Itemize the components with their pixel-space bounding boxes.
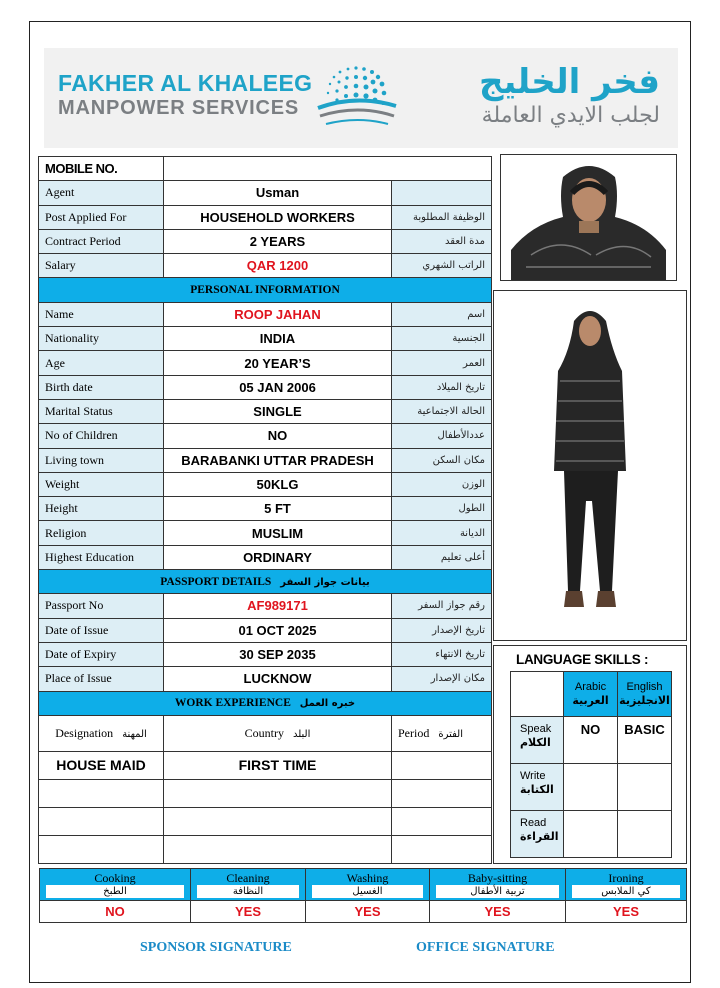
field-label-ar: اسم xyxy=(392,302,492,326)
skill-name-ar: الطبخ xyxy=(46,885,184,898)
field-label: Highest Education xyxy=(39,545,164,569)
field-label: No of Children xyxy=(39,424,164,448)
read-label xyxy=(511,811,564,858)
period-header-ar: الفترة xyxy=(438,728,464,740)
field-value: 30 SEP 2035 xyxy=(164,642,392,666)
country-cell xyxy=(164,807,392,835)
field-value: 50KLG xyxy=(164,472,392,496)
arabic-column-header xyxy=(564,672,618,717)
skill-value-washing: YES xyxy=(306,901,430,923)
designation-column-header xyxy=(39,715,164,751)
skill-header-baby-sitting xyxy=(430,869,566,901)
personal-row xyxy=(39,497,492,521)
skill-name-en: Washing xyxy=(346,871,389,885)
period-cell xyxy=(392,807,492,835)
field-label-ar: أعلى تعليم xyxy=(392,545,492,569)
language-skills-table xyxy=(510,671,672,858)
sponsor-signature-label: SPONSOR SIGNATURE xyxy=(140,940,292,955)
globe-logo-icon xyxy=(312,58,400,138)
field-value: HOUSEHOLD WORKERS xyxy=(164,205,392,229)
field-label: Date of Issue xyxy=(39,618,164,642)
field-value: BARABANKI UTTAR PRADESH xyxy=(164,448,392,472)
work-heading-row xyxy=(39,691,492,715)
field-value: MUSLIM xyxy=(164,521,392,545)
skill-value-cleaning: YES xyxy=(191,901,306,923)
skill-value-baby-sitting: YES xyxy=(430,901,566,923)
field-label: Weight xyxy=(39,472,164,496)
personal-row xyxy=(39,545,492,569)
read-english-value xyxy=(618,811,672,858)
field-label: Date of Expiry xyxy=(39,642,164,666)
passport-row xyxy=(39,642,492,666)
passport-heading-row xyxy=(39,570,492,594)
read-label-en: Read xyxy=(520,817,547,829)
field-label: Marital Status xyxy=(39,399,164,423)
write-row xyxy=(511,764,672,811)
write-english-value xyxy=(618,764,672,811)
skill-header-ironing xyxy=(566,869,687,901)
speak-label-en: Speak xyxy=(520,723,552,735)
passport-heading xyxy=(39,570,492,594)
passport-row xyxy=(39,594,492,618)
name-value: ROOP JAHAN xyxy=(164,302,392,326)
field-label: Birth date xyxy=(39,375,164,399)
field-label-ar: الطول xyxy=(392,497,492,521)
portrait-image xyxy=(501,155,676,280)
work-heading-ar: خبره العمل xyxy=(299,698,356,710)
country-column-header xyxy=(164,715,392,751)
field-label-ar: الوظيفة المطلوبة xyxy=(392,205,492,229)
language-skills-panel xyxy=(493,645,687,864)
field-label-ar: مكان الإصدار xyxy=(392,667,492,691)
personal-row xyxy=(39,327,492,351)
speak-label-ar: الكلام xyxy=(520,736,551,749)
field-value: Usman xyxy=(164,181,392,205)
period-cell xyxy=(392,779,492,807)
passport-heading-en: PASSPORT DETAILS xyxy=(160,575,272,588)
skill-value-cooking: NO xyxy=(40,901,191,923)
company-name-en xyxy=(58,70,312,120)
agent-row xyxy=(39,181,492,205)
field-label: Height xyxy=(39,497,164,521)
write-label-en: Write xyxy=(520,770,546,782)
speak-row xyxy=(511,717,672,764)
skill-header-cooking xyxy=(40,869,191,901)
language-skills-title: LANGUAGE SKILLS : xyxy=(516,652,649,667)
skills-table xyxy=(39,868,687,923)
field-label-ar: تاريخ الميلاد xyxy=(392,375,492,399)
skill-name-en: Cleaning xyxy=(226,871,270,885)
field-label-ar: عددالأطفال xyxy=(392,424,492,448)
designation-cell xyxy=(39,835,164,863)
language-corner-cell xyxy=(511,672,564,717)
work-columns-row xyxy=(39,715,492,751)
skill-name-ar: الغسيل xyxy=(312,885,423,898)
field-label-ar: الديانة xyxy=(392,521,492,545)
field-label: Passport No xyxy=(39,594,164,618)
designation-header-en: Designation xyxy=(55,725,114,740)
passport-row xyxy=(39,667,492,691)
salary-value: QAR 1200 xyxy=(164,254,392,278)
personal-row xyxy=(39,521,492,545)
english-column-header xyxy=(618,672,672,717)
office-signature-label: OFFICE SIGNATURE xyxy=(416,940,555,955)
post-row xyxy=(39,205,492,229)
work-experience-heading xyxy=(39,691,492,715)
skill-name-en: Ironing xyxy=(608,871,644,885)
personal-row xyxy=(39,375,492,399)
country-header-en: Country xyxy=(244,725,284,740)
field-label-ar: تاريخ الانتهاء xyxy=(392,642,492,666)
arabic-header-en: Arabic xyxy=(574,681,607,693)
skills-header-row xyxy=(40,869,687,901)
period-header-en: Period xyxy=(398,725,430,740)
personal-heading-row xyxy=(39,278,492,302)
period-column-header xyxy=(392,715,492,751)
mobile-value xyxy=(164,157,492,181)
skill-header-washing xyxy=(306,869,430,901)
designation-cell xyxy=(39,779,164,807)
skill-name-en: Cooking xyxy=(94,871,136,885)
field-value: 05 JAN 2006 xyxy=(164,375,392,399)
field-label: Post Applied For xyxy=(39,205,164,229)
field-label-ar: الجنسية xyxy=(392,327,492,351)
field-label-ar: مدة العقد xyxy=(392,229,492,253)
field-label: Name xyxy=(39,302,164,326)
work-row xyxy=(39,807,492,835)
period-cell xyxy=(392,751,492,779)
skill-name-ar: النظافة xyxy=(197,885,299,898)
field-label-ar: مكان السكن xyxy=(392,448,492,472)
skill-header-cleaning xyxy=(191,869,306,901)
field-label-ar xyxy=(392,181,492,205)
designation-cell: HOUSE MAID xyxy=(39,751,164,779)
english-header-en: English xyxy=(626,681,663,693)
speak-arabic-value: NO xyxy=(564,717,618,764)
field-value: 5 FT xyxy=(164,497,392,521)
mobile-label: MOBILE NO. xyxy=(39,157,164,181)
field-value: 2 YEARS xyxy=(164,229,392,253)
field-value: SINGLE xyxy=(164,399,392,423)
company-name-ar-line1: فخر الخليج xyxy=(479,62,660,102)
read-label-ar: القراءة xyxy=(520,830,559,843)
skill-name-ar: تربية الأطفال xyxy=(436,885,559,898)
field-label: Place of Issue xyxy=(39,667,164,691)
speak-label xyxy=(511,717,564,764)
language-header-row xyxy=(511,672,672,717)
field-label-ar: رقم جواز السفر xyxy=(392,594,492,618)
field-label-ar: تاريخ الإصدار xyxy=(392,618,492,642)
mobile-row xyxy=(39,157,492,181)
passport-row xyxy=(39,618,492,642)
full-length-photo xyxy=(493,290,687,641)
field-value: LUCKNOW xyxy=(164,667,392,691)
country-cell: FIRST TIME xyxy=(164,751,392,779)
read-arabic-value xyxy=(564,811,618,858)
field-label: Salary xyxy=(39,254,164,278)
country-header-ar: البلد xyxy=(292,728,311,740)
field-value: NO xyxy=(164,424,392,448)
full-length-image xyxy=(494,291,686,640)
field-value: INDIA xyxy=(164,327,392,351)
personal-row xyxy=(39,351,492,375)
field-label-ar: الراتب الشهري xyxy=(392,254,492,278)
field-label: Contract Period xyxy=(39,229,164,253)
skill-name-ar: كي الملابس xyxy=(572,885,680,898)
arabic-header-ar: العربية xyxy=(572,694,609,707)
read-row xyxy=(511,811,672,858)
field-value: 01 OCT 2025 xyxy=(164,618,392,642)
work-row xyxy=(39,835,492,863)
field-value: ORDINARY xyxy=(164,545,392,569)
portrait-photo xyxy=(500,154,677,281)
company-header xyxy=(44,48,678,148)
field-label-ar: العمر xyxy=(392,351,492,375)
personal-row xyxy=(39,424,492,448)
skill-value-ironing: YES xyxy=(566,901,687,923)
field-label: Agent xyxy=(39,181,164,205)
personal-row xyxy=(39,472,492,496)
field-value: 20 YEAR’S xyxy=(164,351,392,375)
work-row xyxy=(39,779,492,807)
cv-page xyxy=(29,21,691,983)
personal-row xyxy=(39,302,492,326)
personal-info-heading: PERSONAL INFORMATION xyxy=(39,278,492,302)
field-label: Living town xyxy=(39,448,164,472)
speak-english-value: BASIC xyxy=(618,717,672,764)
field-label: Nationality xyxy=(39,327,164,351)
contract-row xyxy=(39,229,492,253)
field-label: Age xyxy=(39,351,164,375)
designation-cell xyxy=(39,807,164,835)
write-label xyxy=(511,764,564,811)
english-header-ar: الانجليزية xyxy=(619,694,670,707)
country-cell xyxy=(164,779,392,807)
field-label-ar: الحالة الاجتماعية xyxy=(392,399,492,423)
salary-row xyxy=(39,254,492,278)
company-name-ar-line2: لجلب الايدي العاملة xyxy=(481,103,660,128)
write-label-ar: الكتابة xyxy=(520,783,554,796)
designation-header-ar: المهنة xyxy=(122,728,147,740)
skill-name-en: Baby-sitting xyxy=(467,871,528,885)
passport-number-value: AF989171 xyxy=(164,594,392,618)
personal-row xyxy=(39,399,492,423)
field-label: Religion xyxy=(39,521,164,545)
country-cell xyxy=(164,835,392,863)
skills-value-row xyxy=(40,901,687,923)
company-name-line1: FAKHER AL KHALEEG xyxy=(58,70,313,96)
field-label-ar: الوزن xyxy=(392,472,492,496)
company-name-line2: MANPOWER SERVICES xyxy=(58,97,300,119)
write-arabic-value xyxy=(564,764,618,811)
details-table xyxy=(38,156,492,864)
passport-heading-ar: بيانات جواز السفر xyxy=(280,576,370,588)
work-row xyxy=(39,751,492,779)
company-name-ar xyxy=(479,62,660,130)
personal-row xyxy=(39,448,492,472)
work-heading-en: WORK EXPERIENCE xyxy=(174,697,291,710)
period-cell xyxy=(392,835,492,863)
